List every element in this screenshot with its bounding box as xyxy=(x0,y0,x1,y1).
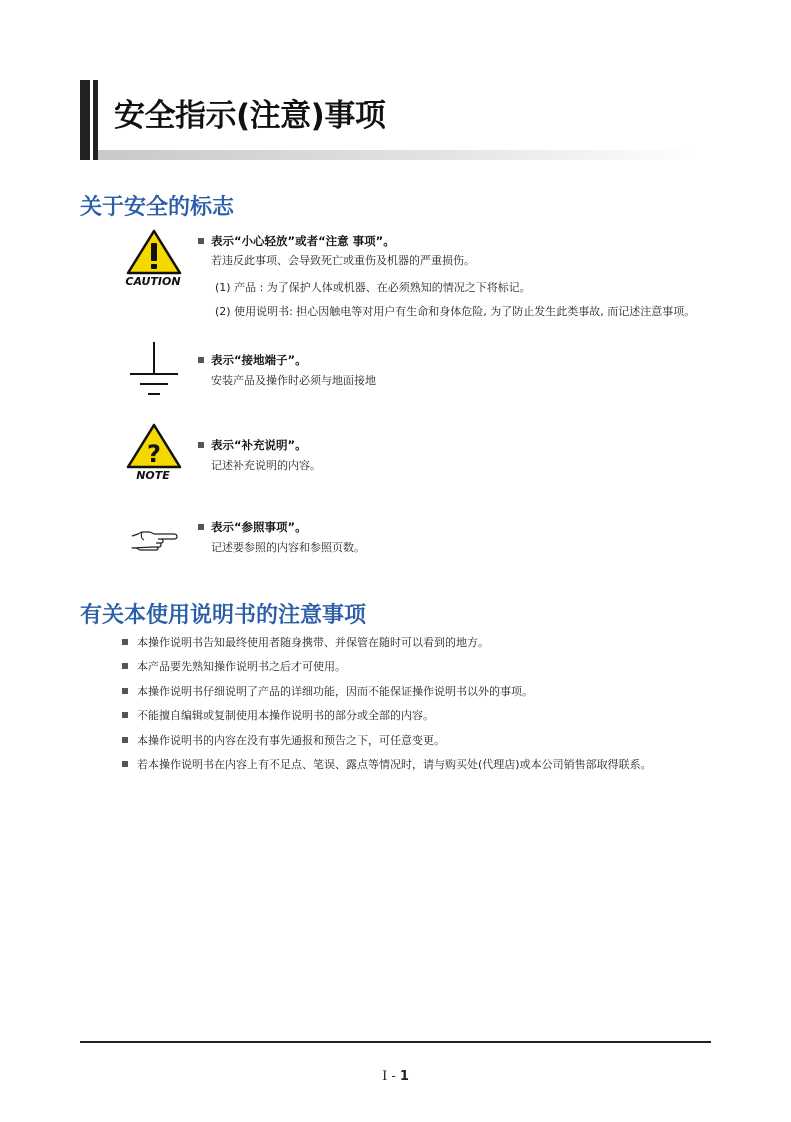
list-item: 若本操作说明书在内容上有不足点、笔误、露点等情况时，请与购买处(代理店)或本公司销售部取得联系。 xyxy=(122,758,652,782)
bullet-square-icon xyxy=(122,688,128,694)
title-accent-bar xyxy=(80,80,90,160)
reference-item-title: 表示“参照事项”。 xyxy=(198,519,307,535)
bullet-square-icon xyxy=(198,357,204,363)
svg-text:?: ? xyxy=(147,440,161,468)
list-item: 本操作说明书告知最终使用者随身携带、并保管在随时可以看到的地方。 xyxy=(122,636,652,660)
caution-item-desc: 若违反此事项、会导致死亡或重伤及机器的严重损伤。 xyxy=(211,254,475,267)
bullet-square-icon xyxy=(122,712,128,718)
caution-item-detail-1: (1) 产品 : 为了保护人体或机器、在必须熟知的情况之下将标记。 xyxy=(215,281,531,294)
bullet-square-icon xyxy=(122,663,128,669)
caution-icon-caption: CAUTION xyxy=(125,275,181,288)
bullet-square-icon xyxy=(198,442,204,448)
ground-symbol-icon xyxy=(126,340,182,400)
caution-triangle-icon xyxy=(124,228,184,290)
pointing-hand-icon xyxy=(130,528,178,552)
manual-notes-list xyxy=(122,636,652,782)
title-accent-bar-thin xyxy=(93,80,98,160)
page-number: I - 1 xyxy=(382,1069,409,1084)
ground-item-title: 表示“接地端子”。 xyxy=(198,352,307,368)
section-title-manual-notes: 有关本使用说明书的注意事项 xyxy=(80,603,367,628)
bullet-square-icon xyxy=(122,761,128,767)
title-underline-gradient xyxy=(98,150,698,160)
note-icon-caption: NOTE xyxy=(136,469,170,482)
bullet-square-icon xyxy=(122,737,128,743)
caution-item-title: 表示“小心轻放”或者“注意 事项”。 xyxy=(198,233,395,249)
caution-item-detail-2: (2) 使用说明书: 担心因触电等对用户有生命和身体危险, 为了防止发生此类事故, 而记述注意事项。 xyxy=(215,305,696,318)
note-item-desc: 记述补充说明的内容。 xyxy=(211,459,321,472)
section-title-safety-symbols: 关于安全的标志 xyxy=(80,195,235,220)
list-item: 不能擅自编辑或复制使用本操作说明书的部分或全部的内容。 xyxy=(122,709,652,733)
list-item: 本操作说明书的内容在没有事先通报和预告之下，可任意变更。 xyxy=(122,734,652,758)
footer-rule xyxy=(80,1041,711,1043)
page-title: 安全指示(注意)事项 xyxy=(114,98,386,134)
list-item: 本产品要先熟知操作说明书之后才可使用。 xyxy=(122,660,652,684)
bullet-square-icon xyxy=(198,238,204,244)
bullet-square-icon xyxy=(198,524,204,530)
note-question-triangle-icon xyxy=(124,422,184,484)
list-item: 本操作说明书仔细说明了产品的详细功能，因而不能保证操作说明书以外的事项。 xyxy=(122,685,652,709)
bullet-square-icon xyxy=(122,639,128,645)
note-item-title: 表示“补充说明”。 xyxy=(198,437,307,453)
reference-item-desc: 记述要参照的内容和参照页数。 xyxy=(211,541,365,554)
ground-item-desc: 安装产品及操作时必须与地面接地 xyxy=(211,374,376,387)
